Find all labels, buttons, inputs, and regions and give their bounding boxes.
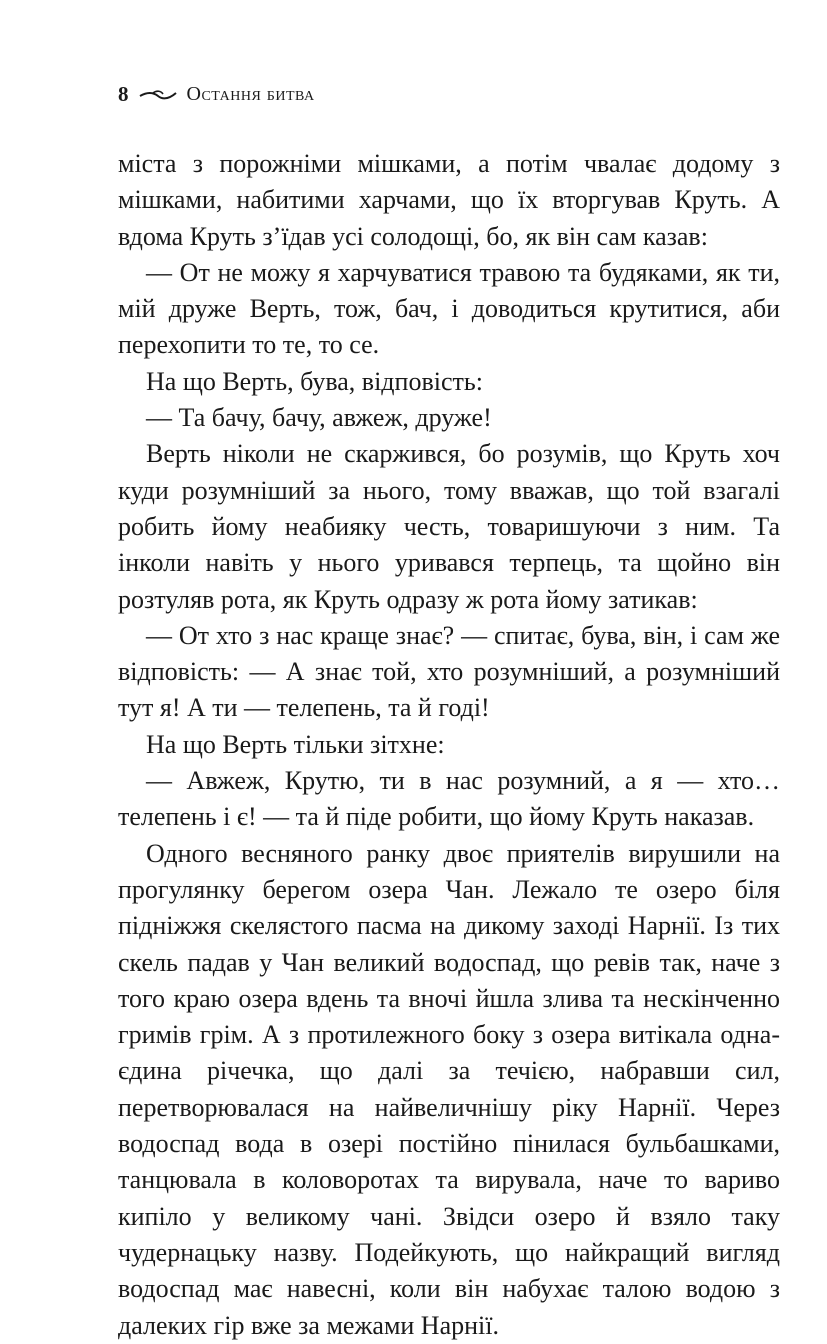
text-body bbox=[118, 146, 780, 1344]
paragraph-6: — От хто з нас краще знає? — спитає, бува, він, і сам же відповість: — А знає той, хто розумніший, а розумніший тут я! А ти — телепень, та й годі! bbox=[118, 620, 780, 723]
paragraph-9: Одного весняного ранку двоє приятелів вирушили на прогулянку берегом озера Чан. Лежало те озеро біля підніжжя скелястого пасма на дикому заході Нарнії. Із тих скель падав у Чан великий водоспад, що ревів так, наче з того краю озера вдень та вночі йшла злива та нескінченно гримів грім. А з протилежного боку з озера витікала одна-єдина річечка, що далі за течією, набравши сил, перетворювалася на найвеличнішу ріку Нарнії. Через водоспад вода в озері постійно пінилася бульбашками, танцювала в коловоротах та вирувала, наче то вариво кипіло у великому чані. Звідси озеро й взяло таку чудернацьку назву. Подейкують, що найкращий вигляд водоспад має навесні, коли він набухає талою водою з далеких гір вже за межами Нарнії. bbox=[118, 838, 780, 1340]
running-title: Остання битва bbox=[186, 83, 315, 105]
paragraph-4: — Та бачу, бачу, авжеж, друже! bbox=[146, 403, 492, 433]
paragraph-7: На що Верть тільки зітхне: bbox=[146, 729, 445, 759]
swash-ornament-icon bbox=[139, 88, 177, 102]
paragraph-1: міста з порожніми мішками, а потім чвалає додому з мішками, набитими харчами, що їх вторгував Круть. А вдома Круть з’їдав усі солодощі, бо, як він сам казав: bbox=[118, 149, 780, 251]
running-head bbox=[118, 82, 315, 107]
paragraph-2: — От не можу я харчуватися травою та будяками, як ти, мій друже Верть, тож, бач, і доводиться крутитися, аби перехопити то те, то се. bbox=[118, 257, 780, 360]
paragraph-3: На що Верть, бува, відповість: bbox=[146, 366, 483, 396]
paragraph-8: — Авжеж, Крутю, ти в нас розумний, а я — хто… телепень і є! — та й піде робити, що йому Круть наказав. bbox=[118, 766, 780, 832]
page-number: 8 bbox=[118, 82, 129, 106]
paragraph-5: Верть ніколи не скаржився, бо розумів, що Круть хоч куди розумніший за нього, тому вважав, що той взагалі робить йому неабияку честь, товаришуючи з ним. Та інколи навіть у нього уривався терпець, та щойно він розтуляв рота, як Круть одразу ж рота йому затикав: bbox=[118, 439, 780, 614]
